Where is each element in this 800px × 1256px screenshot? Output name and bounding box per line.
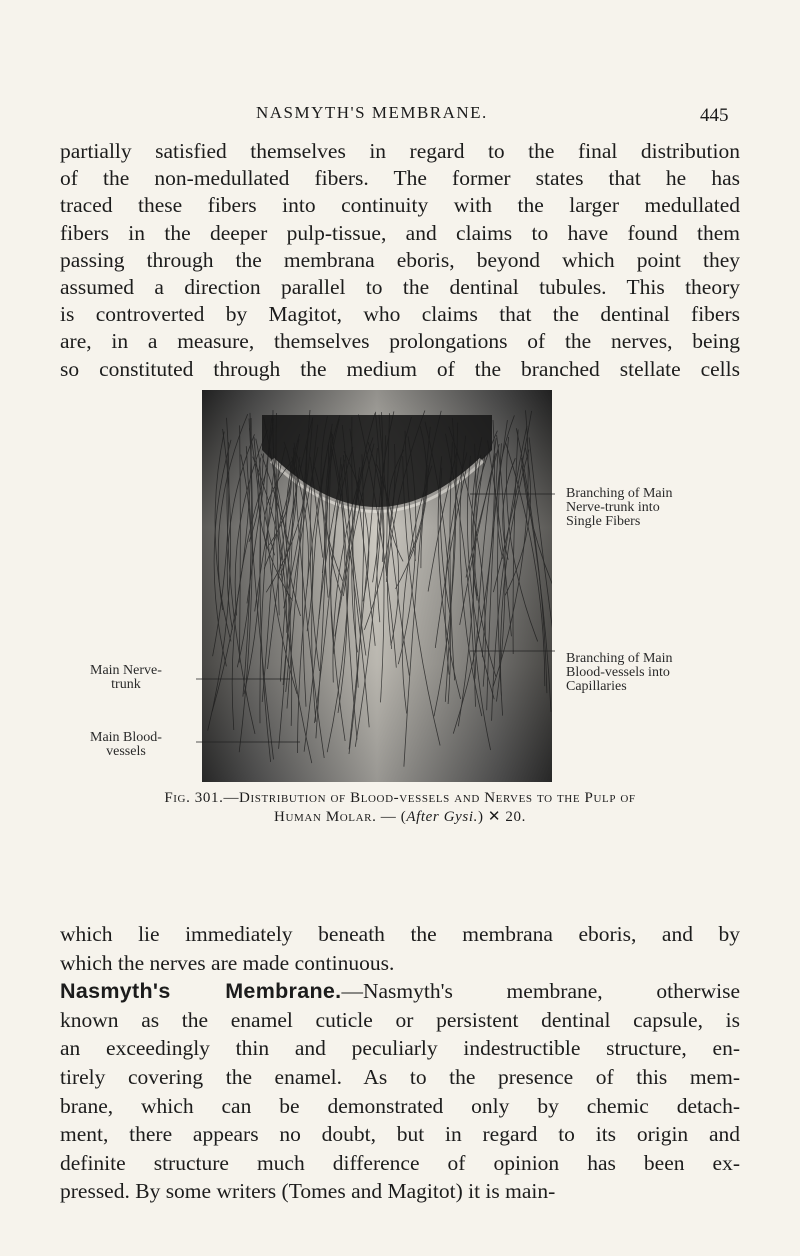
label-line: Branching of Main: [566, 651, 673, 666]
text-line: are, in a measure, themselves prolongations of the nerves, being: [60, 329, 740, 354]
section-heading: Nasmyth's Membrane.: [60, 979, 342, 1004]
page-number: 445: [700, 105, 729, 126]
caption-line-2: [60, 808, 740, 827]
label-line: trunk: [111, 677, 141, 692]
text-line: known as the enamel cuticle or persistent dentinal capsule, is: [60, 1007, 740, 1032]
text-line: traced these fibers into continuity with the larger medullated: [60, 193, 740, 218]
text-line: an exceedingly thin and peculiarly indestructible structure, en-: [60, 1036, 740, 1061]
text-line: ment, there appears no doubt, but in regard to its origin and: [60, 1122, 740, 1147]
label-line: Blood-vessels into: [566, 665, 670, 680]
label-line: Branching of Main: [566, 486, 673, 501]
text-line: tirely covering the enamel. As to the presence of this mem-: [60, 1064, 740, 1089]
text-line: fibers in the deeper pulp-tissue, and claims to have found them: [60, 220, 740, 245]
caption-magnification: ) ✕ 20.: [477, 809, 526, 825]
text-line: so constituted through the medium of the branched stellate cells: [60, 356, 740, 381]
text-line-with-heading: [60, 977, 740, 1006]
text-line: partially satisfied themselves in regard to the final distribution: [60, 139, 740, 163]
label-line: Main Nerve-: [90, 663, 162, 678]
running-head: NASMYTH'S MEMBRANE.: [256, 103, 488, 122]
text-line: of the non-medullated fibers. The former states that he has: [60, 166, 740, 191]
text-line: which lie immediately beneath the membrana eboris, and by: [60, 922, 740, 946]
text-line: assumed a direction parallel to the dentinal tubules. This theory: [60, 274, 740, 299]
caption-attribution: After Gysi.: [406, 809, 478, 825]
label-line: Capillaries: [566, 679, 627, 694]
label-line: Single Fibers: [566, 514, 641, 529]
text-line: is controverted by Magitot, who claims that the dentinal fibers: [60, 302, 740, 327]
text-line: brane, which can be demonstrated only by chemic detach-: [60, 1093, 740, 1118]
label-line: Main Blood-: [90, 730, 162, 745]
caption-prefix: Human Molar. — (: [274, 809, 407, 825]
paragraph-bottom: [60, 920, 740, 1206]
figure-caption: [60, 789, 740, 827]
text-line: definite structure much difference of opinion has been ex-: [60, 1150, 740, 1175]
label-line: vessels: [106, 744, 146, 759]
caption-line-1: Fig. 301.—Distribution of Blood-vessels and Nerves to the Pulp of: [164, 790, 636, 806]
text-line: passing through the membrana eboris, beyond which point they: [60, 247, 740, 272]
label-line: Nerve-trunk into: [566, 500, 660, 515]
text-line: which the nerves are made continuous.: [60, 950, 395, 975]
heading-continuation: —Nasmyth's membrane, otherwise: [341, 979, 740, 1004]
text-line: pressed. By some writers (Tomes and Magitot) it is main-: [60, 1179, 556, 1204]
